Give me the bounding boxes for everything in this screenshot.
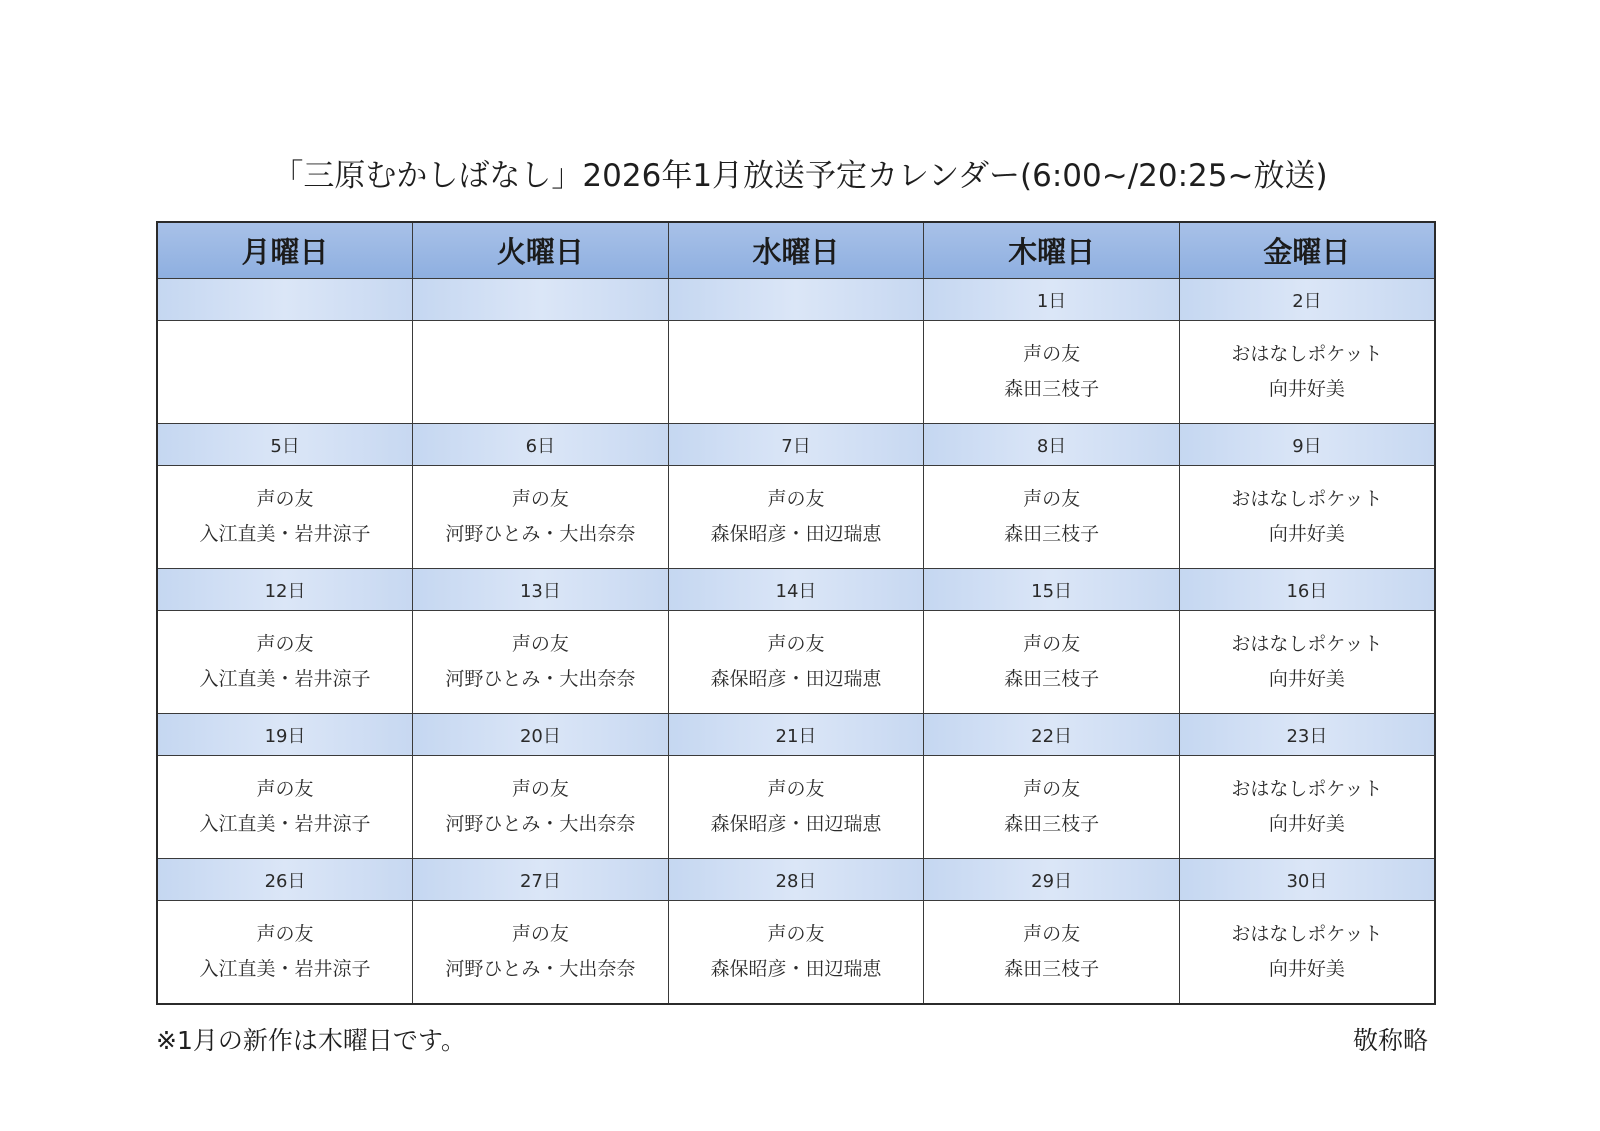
program-row <box>157 901 1435 1005</box>
date-cell-wed <box>668 279 924 321</box>
program-title: 声の友 <box>1023 343 1081 365</box>
date-cell-tue <box>413 279 669 321</box>
date-cell-fri: 23日 <box>1179 714 1435 756</box>
program-cell-wed <box>668 321 924 424</box>
date-cell-fri: 16日 <box>1179 569 1435 611</box>
program-cell-fri <box>1179 321 1435 424</box>
program-title: おはなしポケット <box>1231 778 1383 800</box>
program-title: 声の友 <box>256 633 314 655</box>
footer-note: ※1月の新作は木曜日です。 <box>156 1026 466 1055</box>
page-title: 「三原むかしばなし」2026年1月放送予定カレンダー(6:00~/20:25~放送) <box>272 158 1328 194</box>
program-row <box>157 756 1435 859</box>
program-cell-mon <box>157 611 413 714</box>
program-cast: 入江直美・岩井涼子 <box>199 813 371 835</box>
program-cell-thu <box>924 756 1180 859</box>
program-cell-tue <box>413 901 669 1005</box>
date-cell-thu: 1日 <box>924 279 1180 321</box>
program-cast: 森保昭彦・田辺瑞恵 <box>710 523 882 545</box>
date-row <box>157 279 1435 321</box>
program-cast: 森田三枝子 <box>1004 378 1100 400</box>
program-title: 声の友 <box>1023 633 1081 655</box>
program-cast: 入江直美・岩井涼子 <box>199 523 371 545</box>
program-cast: 河野ひとみ・大出奈奈 <box>445 958 636 980</box>
program-cell-fri <box>1179 611 1435 714</box>
program-title: 声の友 <box>511 923 569 945</box>
date-row <box>157 859 1435 901</box>
program-row <box>157 611 1435 714</box>
program-cast: 入江直美・岩井涼子 <box>199 668 371 690</box>
date-cell-mon <box>157 279 413 321</box>
weekday-header-row <box>157 222 1435 279</box>
program-title: 声の友 <box>767 488 825 510</box>
date-cell-tue: 20日 <box>413 714 669 756</box>
date-cell-fri: 30日 <box>1179 859 1435 901</box>
program-cast: 森保昭彦・田辺瑞恵 <box>710 958 882 980</box>
program-title: おはなしポケット <box>1231 633 1383 655</box>
program-title: 声の友 <box>767 633 825 655</box>
program-title: 声の友 <box>511 633 569 655</box>
weekday-header-tue: 火曜日 <box>413 222 669 279</box>
date-cell-tue: 13日 <box>413 569 669 611</box>
program-cast: 河野ひとみ・大出奈奈 <box>445 523 636 545</box>
program-title: 声の友 <box>767 778 825 800</box>
program-cell-mon <box>157 321 413 424</box>
program-cell-mon <box>157 901 413 1005</box>
program-cast: 河野ひとみ・大出奈奈 <box>445 668 636 690</box>
date-cell-wed: 28日 <box>668 859 924 901</box>
program-cast: 河野ひとみ・大出奈奈 <box>445 813 636 835</box>
broadcast-calendar <box>156 221 1436 1005</box>
date-cell-thu: 22日 <box>924 714 1180 756</box>
program-cast: 森田三枝子 <box>1004 958 1100 980</box>
weekday-header-fri: 金曜日 <box>1179 222 1435 279</box>
date-cell-tue: 6日 <box>413 424 669 466</box>
program-title: 声の友 <box>511 488 569 510</box>
date-cell-mon: 19日 <box>157 714 413 756</box>
date-cell-thu: 8日 <box>924 424 1180 466</box>
program-title: おはなしポケット <box>1231 488 1383 510</box>
date-row <box>157 714 1435 756</box>
date-cell-wed: 21日 <box>668 714 924 756</box>
date-cell-fri: 9日 <box>1179 424 1435 466</box>
date-cell-fri: 2日 <box>1179 279 1435 321</box>
program-cast: 森保昭彦・田辺瑞恵 <box>710 668 882 690</box>
program-cell-tue <box>413 466 669 569</box>
program-cast: 森田三枝子 <box>1004 523 1100 545</box>
program-cast: 森田三枝子 <box>1004 668 1100 690</box>
program-cast: 森田三枝子 <box>1004 813 1100 835</box>
date-cell-mon: 12日 <box>157 569 413 611</box>
date-cell-mon: 26日 <box>157 859 413 901</box>
program-row <box>157 466 1435 569</box>
program-cell-tue <box>413 756 669 859</box>
program-cell-thu <box>924 321 1180 424</box>
date-cell-wed: 7日 <box>668 424 924 466</box>
program-title: おはなしポケット <box>1231 343 1383 365</box>
date-cell-thu: 29日 <box>924 859 1180 901</box>
program-cell-thu <box>924 901 1180 1005</box>
program-title: おはなしポケット <box>1231 923 1383 945</box>
program-cell-fri <box>1179 901 1435 1005</box>
program-cell-wed <box>668 611 924 714</box>
program-cast: 向井好美 <box>1268 523 1345 545</box>
program-cell-tue <box>413 321 669 424</box>
program-title: 声の友 <box>256 778 314 800</box>
program-cell-mon <box>157 756 413 859</box>
date-cell-tue: 27日 <box>413 859 669 901</box>
program-title: 声の友 <box>767 923 825 945</box>
program-cell-fri <box>1179 756 1435 859</box>
program-cell-thu <box>924 466 1180 569</box>
program-cast: 向井好美 <box>1268 813 1345 835</box>
date-cell-thu: 15日 <box>924 569 1180 611</box>
program-cast: 森保昭彦・田辺瑞恵 <box>710 813 882 835</box>
calendar-body <box>157 279 1435 1005</box>
date-cell-wed: 14日 <box>668 569 924 611</box>
program-cast: 向井好美 <box>1268 958 1345 980</box>
date-row <box>157 569 1435 611</box>
weekday-header-mon: 月曜日 <box>157 222 413 279</box>
program-cell-tue <box>413 611 669 714</box>
program-title: 声の友 <box>1023 923 1081 945</box>
program-cast: 向井好美 <box>1268 378 1345 400</box>
program-cell-thu <box>924 611 1180 714</box>
program-cell-mon <box>157 466 413 569</box>
program-title: 声の友 <box>256 488 314 510</box>
program-row <box>157 321 1435 424</box>
weekday-header-thu: 木曜日 <box>924 222 1180 279</box>
date-cell-mon: 5日 <box>157 424 413 466</box>
program-cell-wed <box>668 901 924 1005</box>
honorific-note: 敬称略 <box>1352 1026 1428 1055</box>
program-title: 声の友 <box>256 923 314 945</box>
program-cell-wed <box>668 466 924 569</box>
program-title: 声の友 <box>1023 778 1081 800</box>
date-row <box>157 424 1435 466</box>
program-cast: 向井好美 <box>1268 668 1345 690</box>
program-cast: 入江直美・岩井涼子 <box>199 958 371 980</box>
program-title: 声の友 <box>511 778 569 800</box>
weekday-header-wed: 水曜日 <box>668 222 924 279</box>
program-title: 声の友 <box>1023 488 1081 510</box>
program-cell-fri <box>1179 466 1435 569</box>
program-cell-wed <box>668 756 924 859</box>
